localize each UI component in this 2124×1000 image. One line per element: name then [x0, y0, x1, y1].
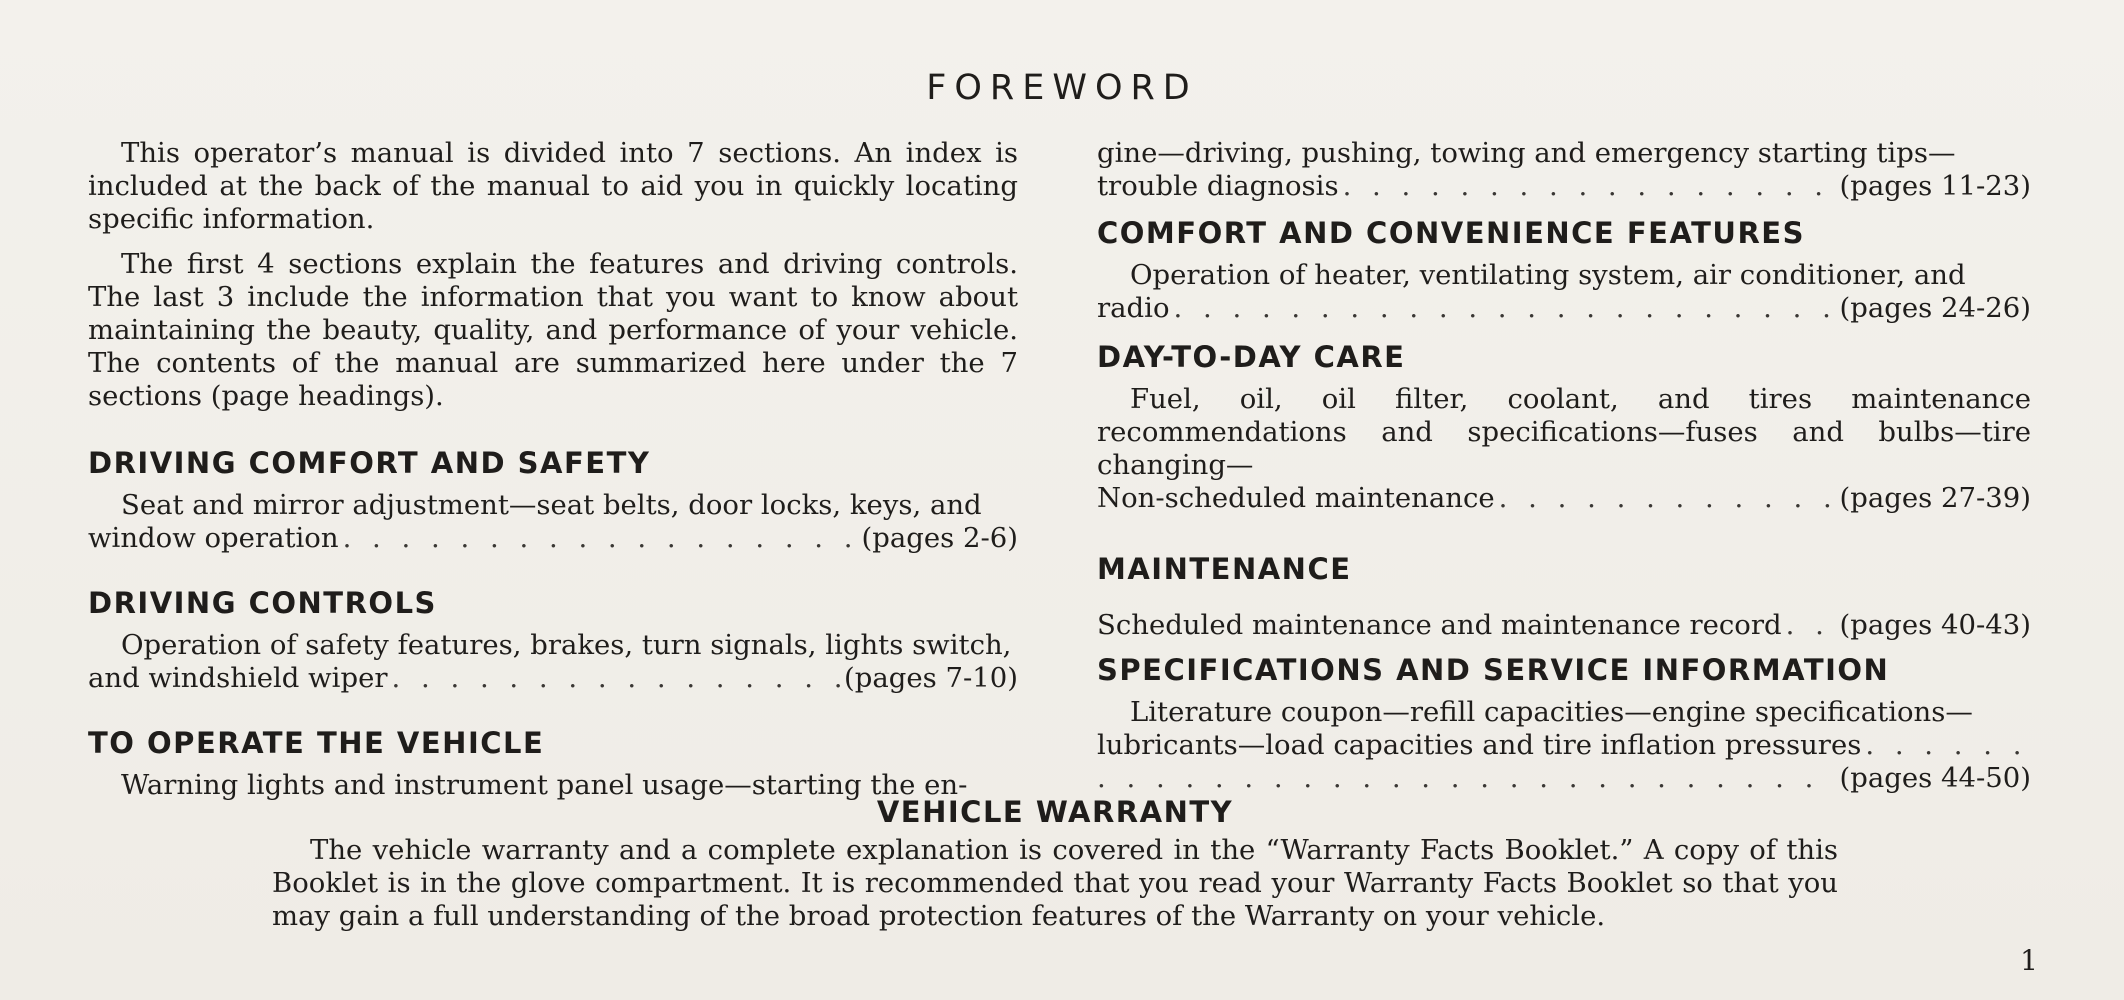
warranty-heading: VEHICLE WARRANTY: [876, 795, 1234, 829]
ref-lead: Scheduled maintenance and maintenance record: [1097, 609, 1782, 641]
dot-leader: [392, 662, 841, 695]
ref-lead: trouble diagnosis: [1097, 170, 1339, 202]
ref-pages: (pages 24-26): [1839, 292, 2031, 324]
warranty-text: The vehicle warranty and a complete explanation is covered in the “Warranty Facts Booklet.” A copy of this Booklet is in the glove compartment. It is recommended that you read your Warranty Facts Booklet so that you may gain a full understanding of the broad protection features of the Warranty on your vehicle.: [272, 834, 1838, 932]
intro-paragraph-2: The first 4 sections explain the features and driving controls. The last 3 include the information that you want to know about maintaining the beauty, quality, and performance of your vehicle. The contents of the manual are summarized here under the 7 sections (page headings).: [88, 248, 1018, 412]
section-ref-specifications: [1097, 729, 2031, 762]
ref-pages: (pages 27-39): [1839, 482, 2031, 514]
section-ref-operate-vehicle: [1097, 170, 2031, 203]
warranty-section: [272, 794, 1838, 933]
section-ref-specifications-pages: [1097, 762, 2031, 795]
section-heading-comfort-convenience: COMFORT AND CONVENIENCE FEATURES: [1097, 216, 1806, 250]
ref-pages: (pages 11-23): [1839, 170, 2031, 202]
section-ref-comfort-convenience: [1097, 292, 2031, 325]
dot-leader: [343, 522, 858, 555]
ref-lead: radio: [1097, 292, 1170, 324]
dot-leader: [1786, 609, 1836, 642]
dot-leader: [1343, 170, 1836, 203]
section-text-specifications: Literature coupon—refill capacities—engine specifications—: [1130, 696, 1973, 728]
section-ref-day-to-day: [1097, 482, 2031, 515]
dot-leader: [1097, 762, 1836, 795]
section-text-driving-controls: Operation of safety features, brakes, turn signals, lights switch,: [121, 629, 1012, 661]
dot-leader: [1865, 729, 2027, 762]
section-ref-driving-comfort: [88, 522, 1018, 555]
left-column: [88, 137, 1018, 802]
ref-lead: window operation: [88, 522, 339, 554]
ref-pages: (pages 2-6): [861, 522, 1018, 554]
section-text-day-to-day: Fuel, oil, oil filter, coolant, and tires maintenance recommendations and specifications—fuses and bulbs—tire changing—: [1097, 383, 2031, 481]
ref-lead: Non-scheduled maintenance: [1097, 482, 1495, 514]
section-heading-maintenance: MAINTENANCE: [1097, 552, 1352, 586]
page-title: FOREWORD: [926, 68, 1198, 108]
section-heading-specifications: SPECIFICATIONS AND SERVICE INFORMATION: [1097, 653, 1890, 687]
ref-pages: (pages 40-43): [1839, 609, 2031, 641]
section-ref-maintenance: [1097, 609, 2031, 642]
ref-pages: (pages 7-10): [844, 662, 1018, 694]
section-heading-driving-comfort: DRIVING COMFORT AND SAFETY: [88, 446, 651, 480]
section-heading-operate-vehicle: TO OPERATE THE VEHICLE: [88, 726, 545, 760]
dot-leader: [1174, 292, 1836, 325]
ref-lead: and windshield wiper: [88, 662, 388, 694]
section-text-comfort-convenience: Operation of heater, ventilating system, air conditioner, and: [1130, 259, 1966, 291]
section-heading-driving-controls: DRIVING CONTROLS: [88, 586, 437, 620]
page-number: 1: [2020, 944, 2038, 977]
ref-lead: lubricants—load capacities and tire inflation pressures: [1097, 729, 1862, 761]
section-text-operate-vehicle-cont: gine—driving, pushing, towing and emergency starting tips—: [1097, 137, 1956, 169]
ref-pages: (pages 44-50): [1839, 762, 2031, 794]
right-column: [1097, 137, 2031, 795]
dot-leader: [1499, 482, 1836, 515]
section-ref-driving-controls: [88, 662, 1018, 695]
section-heading-day-to-day: DAY-TO-DAY CARE: [1097, 340, 1406, 374]
section-text-operate-vehicle: Warning lights and instrument panel usage—starting the en-: [121, 769, 968, 801]
section-text-driving-comfort: Seat and mirror adjustment—seat belts, door locks, keys, and: [121, 489, 982, 521]
intro-paragraph-1: This operator’s manual is divided into 7 sections. An index is included at the back of the manual to aid you in quickly locating specific information.: [88, 137, 1018, 235]
